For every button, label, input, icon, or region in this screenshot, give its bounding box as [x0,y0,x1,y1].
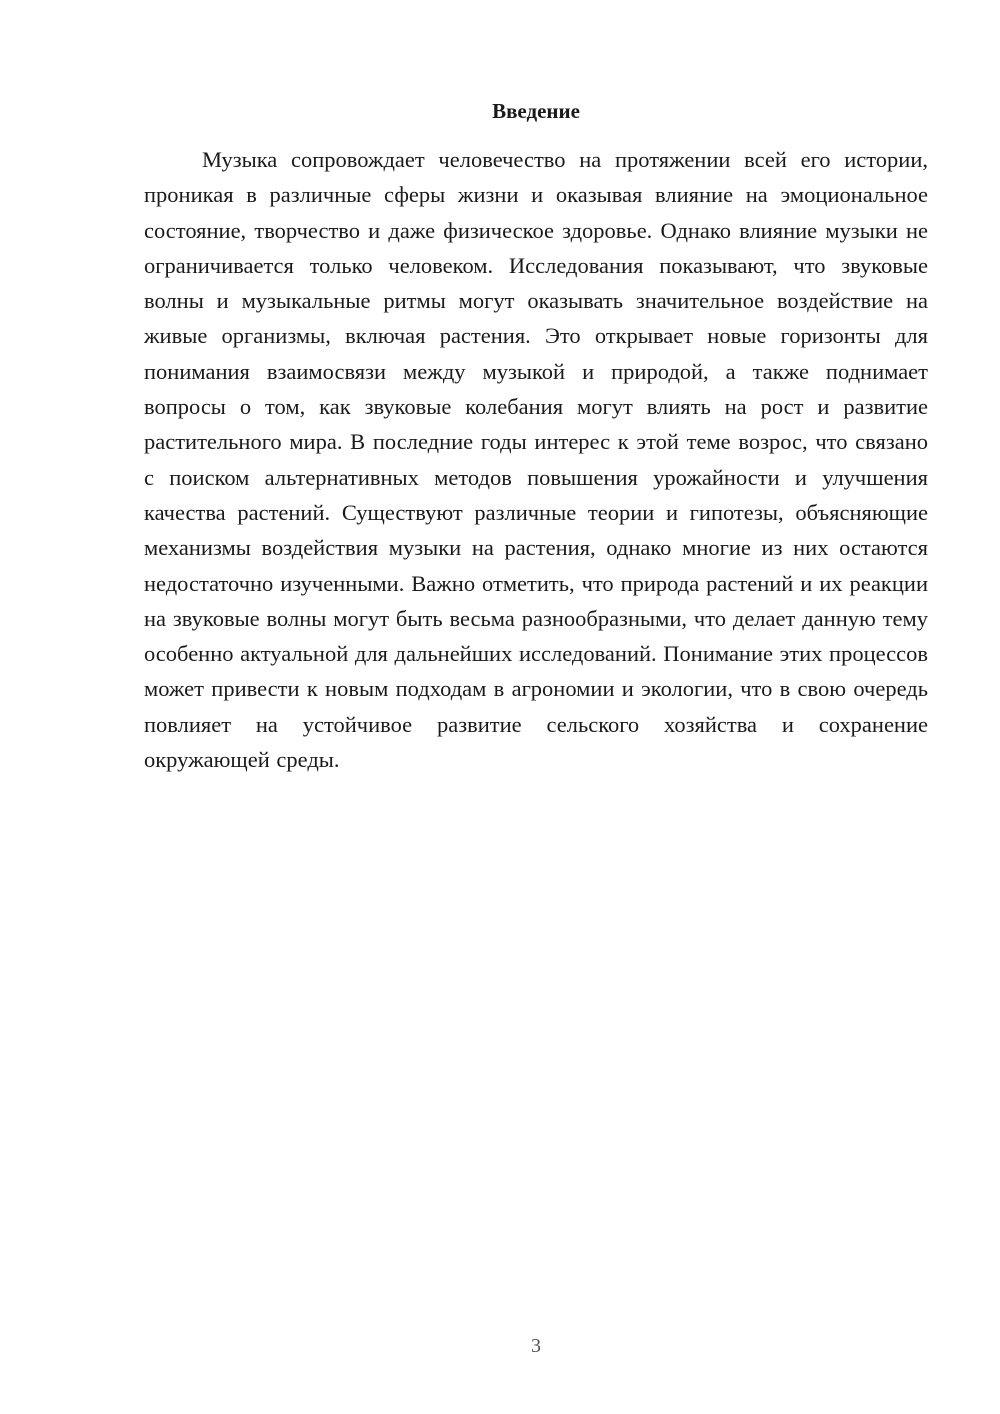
section-heading: Введение [492,99,580,123]
page-number: 3 [531,1335,541,1357]
body-paragraph: Музыка сопровождает человечество на протяжении всей его истории, проникая в различные сферы жизни и оказывая влияние на эмоциональное состояние, творчество и даже физическое здоровье. Однако влияние музыки не ограничивается только человеком. Исследования показывают, что звуковые волны и музыкальные ритмы могут оказывать значительное воздействие на живые организмы, включая растения. Это открывает новые горизонты для понимания взаимосвязи между музыкой и природой, а также поднимает вопросы о том, как звуковые колебания могут влиять на рост и развитие растительного мира. В последние годы интерес к этой теме возрос, что связано с поиском альтернативных методов повышения урожайности и улучшения качества растений. Существуют различные теории и гипотезы, объясняющие механизмы воздействия музыки на растения, однако многие из них остаются недостаточно изученными. Важно отметить, что природа растений и их реакции на звуковые волны могут быть весьма разнообразными, что делает данную тему особенно актуальной для дальнейших исследований. Понимание этих процессов может привести к новым подходам в агрономии и экологии, что в свою очередь повлияет на устойчивое развитие сельского хозяйства и сохранение окружающей среды. [144,147,929,773]
